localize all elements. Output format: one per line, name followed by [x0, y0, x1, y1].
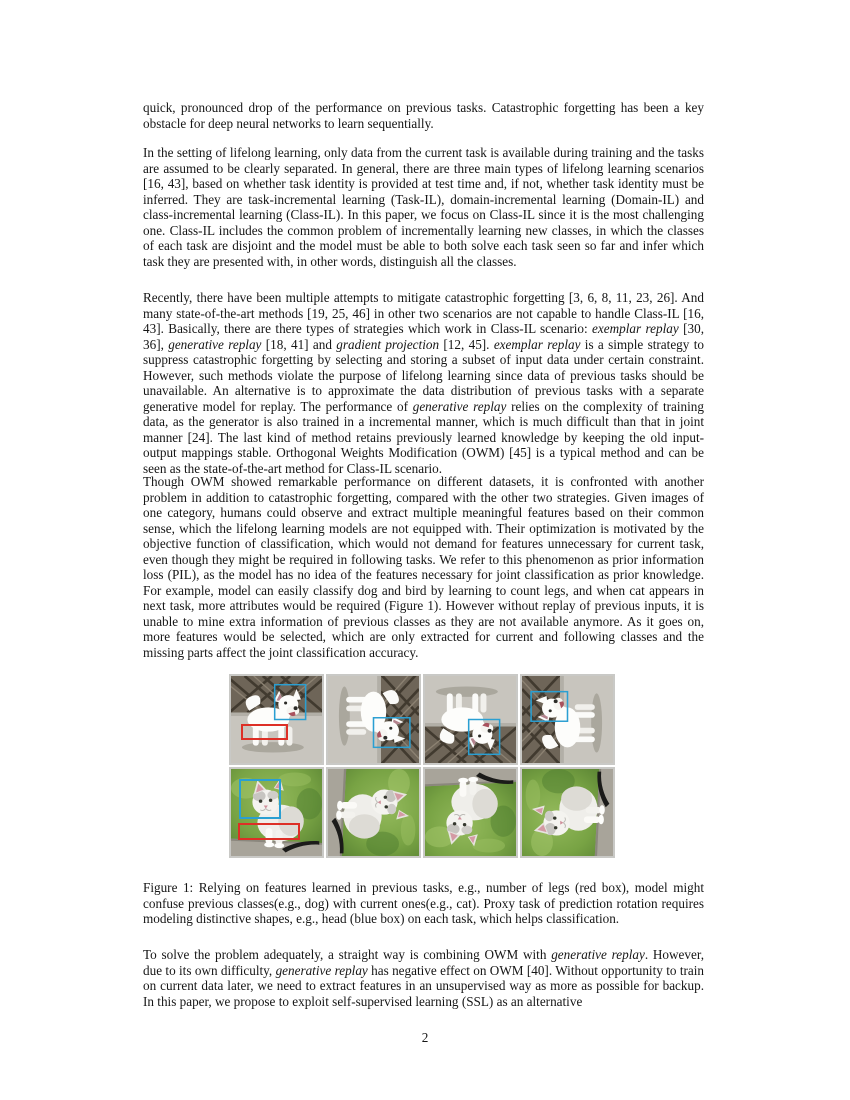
page-number: 2 [421, 1030, 429, 1045]
legs-red-box [241, 724, 288, 741]
figure-1-caption: Figure 1: Relying on features learned in previous tasks, e.g., number of legs (red box), model might confuse previous classes(e.g., dog) with current ones(e.g., cat). Proxy task of prediction rotation requires modeling distinctive shapes, e.g., head (blue box) on each task, which helps classification. [143, 880, 704, 926]
figure-panel-dog-90deg [326, 674, 421, 765]
legs-red-box [238, 823, 300, 840]
figure-panel-dog-180deg [423, 674, 518, 765]
paragraph-lifelong-setting: In the setting of lifelong learning, only data from the current task is available during training and the tasks are assumed to be clearly separated. In general, there are three main types of lifelong learning scenarios [16, 43], based on whether task identity is provided at test time and, if not, whether task identity must be inferred. They are task-incremental learning (Task-IL), domain-incremental learning (Domain-IL) and class-incremental learning (Class-IL). In this paper, we focus on Class-IL since it is the most challenging one. Class-IL includes the common problem of incrementally learning new classes, in which the classes of each task are disjoint and the model must be able to both solve each task seen so far and infer which task they are presented with, in other words, distinguish all the classes. [143, 145, 704, 269]
paragraph-intro-carryover: quick, pronounced drop of the performance on previous tasks. Catastrophic forgetting has been a key obstacle for deep neural networks to learn sequentially. [143, 100, 704, 131]
paragraph-owm-pil: Though OWM showed remarkable performance on different datasets, it is confronted with another problem in addition to catastrophic forgetting, compared with the other two strategies. Given images of one category, humans could observe and extract multiple meaningful features based on their common sense, which the lifelong learning models are not equipped with. Their optimization is motivated by the objective function of classification, which would not demand for features unnecessary for current task, even though they might be required in following tasks. We refer to this phenomenon as prior information loss (PIL), as the model has no idea of the features necessary for joint classification as prior knowledge. For example, model can easily classify dog and bird by learning to count legs, and when cat appears in next task, more attributes would be required (Figure 1). However without replay of previous inputs, it is unable to mine extra information of previous classes as they are not available anymore. As it goes on, more features would be selected, which are only extracted for current and following classes and the missing parts affect the joint classification accuracy. [143, 474, 704, 660]
figure-panel-cat-270deg [520, 767, 615, 858]
figure-panel-cat-90deg [326, 767, 421, 858]
figure-panel-dog-270deg [520, 674, 615, 765]
figure-panel-cat-180deg [423, 767, 518, 858]
paragraph-ssl-proposal: To solve the problem adequately, a straight way is combining OWM with generative replay. However, due to its own difficulty, generative replay has negative effect on OWM [40]. Without opportunity to train on current data later, we need to extract features in an unsupervised way as more as possible for backup. In this paper, we propose to exploit self-supervised learning (SSL) as an alternative [143, 947, 704, 1009]
figure-panel-dog-0deg [229, 674, 324, 765]
paragraph-strategies: Recently, there have been multiple attempts to mitigate catastrophic forgetting [3, 6, 8, 11, 23, 26]. And many state-of-the-art methods [19, 25, 46] in other two scenarios are not capable to handle Class-IL [16, 43]. Basically, there are there types of strategies which work in Class-IL scenario: exemplar replay [30, 36], generative replay [18, 41] and gradient projection [12, 45]. exemplar replay is a simple strategy to suppress catastrophic forgetting by selecting and storing a subset of input data under certain constraint. However, such methods violate the purpose of lifelong learning since data of previous tasks should be unavailable. An alternative is to approximate the data distribution of previous tasks with a separate generative model for replay. The performance of generative replay relies on the complexity of training data, as the generator is also trained in a incremental manner, which is much difficult than that in joint manner [24]. The last kind of method retains previously learned knowledge by keeping the old input-output mappings stable. Orthogonal Weights Modification (OWM) [45] is a typical method and can be seen as the state-of-the-art method for Class-IL scenario. [143, 290, 704, 476]
figure-1-image-grid [229, 674, 615, 858]
figure-panel-cat-0deg [229, 767, 324, 858]
head-blue-box [239, 779, 281, 819]
